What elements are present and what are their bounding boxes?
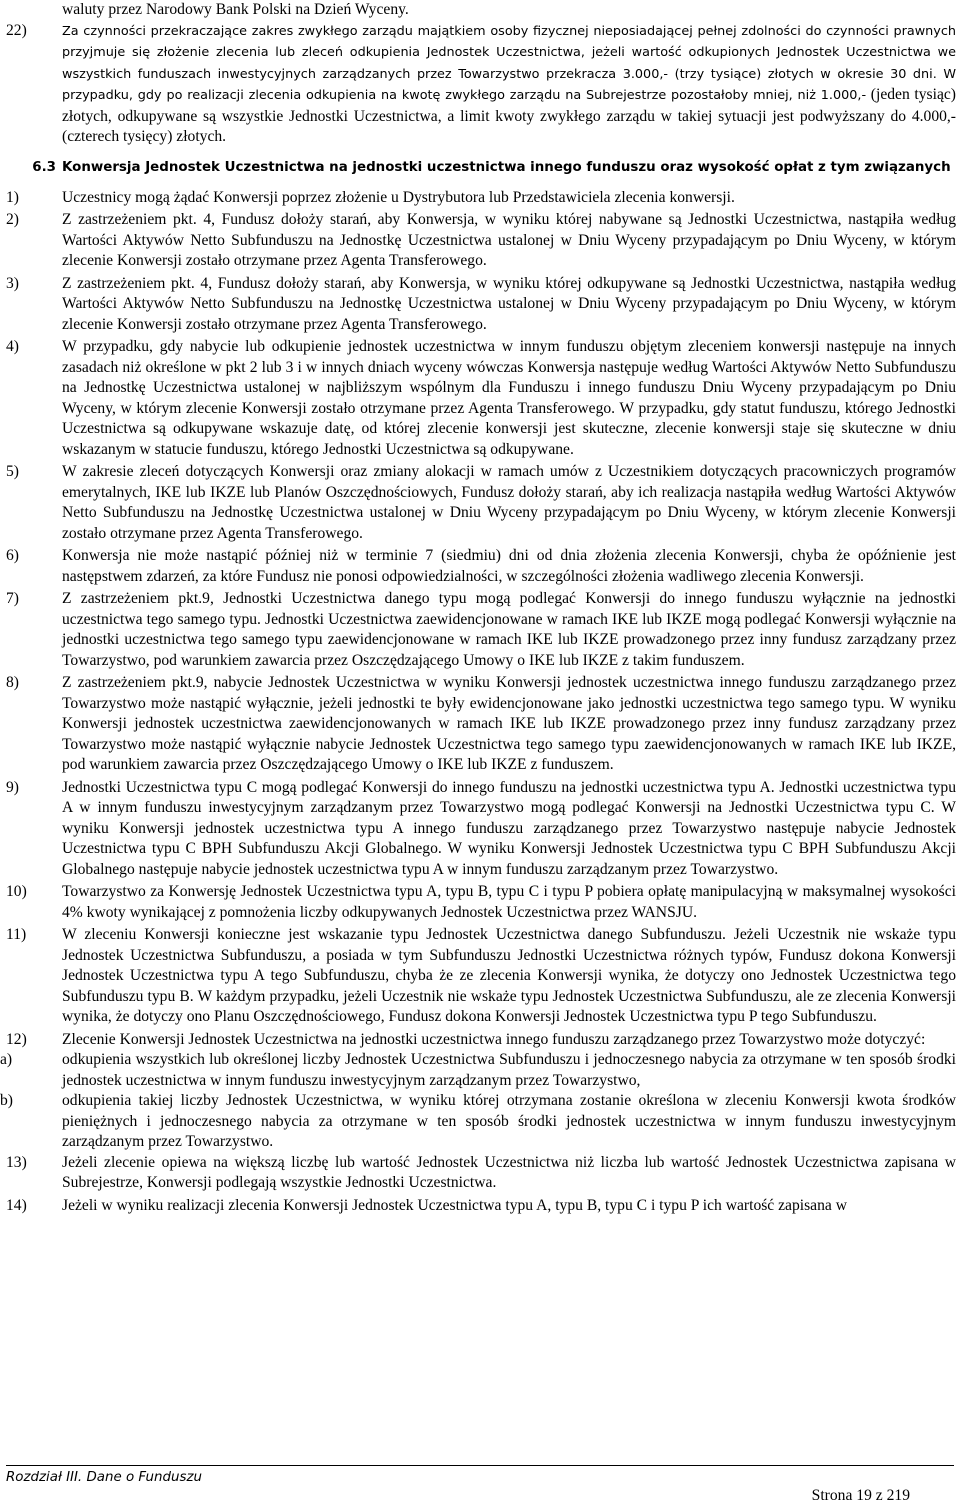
item-number: 2) <box>6 211 19 228</box>
item-number: 22) <box>6 21 27 39</box>
list-item <box>6 673 956 776</box>
item-number: 7) <box>6 590 19 607</box>
item-text: W zakresie zleceń dotyczących Konwersji oraz zmiany alokacji w ramach umów z Uczestnikiem dotyczących pracowniczych programów emerytalnych, IKE lub IKZE lub Planów Oszczędnościowych, Fundusz dołoży starań, aby ich realizacja nastąpiła według Wartości Aktywów Netto Subfunduszu na Jednostkę Uczestnictwa ustalonej w Dniu Wyceny przypadającym po Dniu Wyceny, w którym zlecenie Konwersji zostało otrzymane przez Agenta Transferowego. <box>62 463 956 542</box>
list-item <box>6 462 956 544</box>
item-number: a) <box>0 1051 13 1068</box>
list-item <box>6 589 956 671</box>
item-text: Towarzystwo za Konwersję Jednostek Uczestnictwa typu A, typu B, typu C i typu P pobiera opłatę manipulacyjną w maksymalnej wysokości 4% kwoty wynikającej z pomnożenia liczby odkupywanych Jednostek Uczestnictwa przez WANSJU. <box>62 883 956 921</box>
item-text-serif: (jeden tysiąc) złotych, odkupywane są wszystkie Jednostki Uczestnictwa, a limit kwoty zwykłego zarządu w takiej sytuacji jest podwyższany do 4.000,- (czterech tysięcy) złotych. <box>62 86 956 145</box>
list-item <box>6 546 956 587</box>
footer-divider <box>6 1465 954 1466</box>
letter-sublist <box>0 1050 956 1153</box>
item-text: W zleceniu Konwersji konieczne jest wskazanie typu Jednostek Uczestnictwa danego Subfunduszu. Jeżeli Uczestnik nie wskaże typu Jednostek Uczestnictwa Subfunduszu, a posiada w tym Subfunduszu Jednostki Uczestnictwa różnych typów, Fundusz dokona Konwersji Jednostek Uczestnictwa typu A tego Subfunduszu, chyba że ze zlecenia Konwersji wynika, że dotyczy ono Jednostek Uczestnictwa tego Subfunduszu typu B. W każdym przypadku, jeżeli Uczestnik nie wskaże typu Jednostek Uczestnictwa Subfunduszu, ale ze zlecenia Konwersji wynika, że dotyczy ono Planu Oszczędnościowego, Fundusz dokona Konwersji Jednostek Uczestnictwa typu P tego Subfunduszu. <box>62 926 956 1025</box>
list-item <box>6 1030 956 1051</box>
item-text: odkupienia wszystkich lub określonej liczby Jednostek Uczestnictwa Subfunduszu i jednoczesnego nabycia za otrzymane w ten sposób środki jednostek uczestnictwa w innym funduszu inwestycyjnym zarządzanym przez Towarzystwo, <box>62 1051 956 1089</box>
list-item <box>6 188 956 209</box>
item-text: Zlecenie Konwersji Jednostek Uczestnictwa na jednostki uczestnictwa innego funduszu zarządzanego przez Towarzystwo może dotyczyć: <box>62 1030 926 1048</box>
list-item <box>6 925 956 1028</box>
item-text: Z zastrzeżeniem pkt. 4, Fundusz dołoży starań, aby Konwersja, w wyniku której odkupywane są Jednostki Uczestnictwa, nastąpiła według Wartości Aktywów Netto Subfunduszu na Jednostkę Uczestnictwa ustalonej w Dniu Wyceny przypadającym po Dniu Wyceny, w którym zlecenie Konwersji zostało otrzymane przez Agenta Transferowego. <box>62 274 956 333</box>
list-item-22 <box>6 21 956 148</box>
list-item <box>6 1153 956 1194</box>
item-number: 14) <box>6 1196 27 1214</box>
item-text: Jeżeli w wyniku realizacji zlecenia Konwersji Jednostek Uczestnictwa typu A, typu B, typu C i typu P ich wartość zapisana w <box>62 1196 847 1214</box>
list-item <box>6 274 956 336</box>
list-item <box>6 210 956 272</box>
footer-chapter: Rozdział III. Dane o Funduszu <box>6 1470 203 1485</box>
conversion-list-tail <box>6 1153 956 1217</box>
item-number: 9) <box>6 778 19 796</box>
item-text: Jednostki Uczestnictwa typu C mogą podlegać Konwersji do innego funduszu na jednostki uczestnictwa typu A. Jednostki uczestnictwa typu A w innym funduszu inwestycyjnym zarządzanym przez Towarzystwo mogą podlegać Konwersji na Jednostki Uczestnictwa typu C. W wyniku Konwersji jednostek uczestnictwa typu A innego funduszu zarządzanego przez Towarzystwo następuje nabycie Jednostek Uczestnictwa typu C BPH Subfunduszu Akcji Globalnego. W wyniku Konwersji Jednostek Uczestnictwa typu C BPH Subfunduszu Akcji Globalnego następuje nabycie jednostek uczestnictwa typu A w innym funduszu zarządzanym przez Towarzystwo. <box>62 778 956 878</box>
item-number: 6) <box>6 547 19 564</box>
item-text: W przypadku, gdy nabycie lub odkupienie jednostek uczestnictwa w innym funduszu objętym zleceniem konwersji następuje na innych zasadach niż określone w pkt 2 lub 3 i w innych dniach wyceny wówczas Konwersja następuje według Wartości Aktywów Netto Subfunduszu na Jednostkę Uczestnictwa ustalonej w najbliższym wspólnym dla Funduszu i innego funduszu Dniu Wyceny przypadającym po Dniu Wyceny, w którym zlecenie Konwersji zostało otrzymane przez Agenta Transferowego. W przypadku, gdy statut funduszu, którego Jednostki Uczestnictwa są odkupywane wskazuje datę, od której zlecenie konwersji jest skuteczne, zlecenie konwersji staje się skuteczne w dniu wskazanym w statucie funduszu, którego Jednostki Uczestnictwa są odkupywane. <box>62 338 956 458</box>
section-title: Konwersja Jednostek Uczestnictwa na jednostki uczestnictwa innego funduszu oraz wysokość opłat z tym związanych <box>62 159 951 175</box>
continuation-line: waluty przez Narodowy Bank Polski na Dzień Wyceny. <box>62 1 409 18</box>
item-number: 1) <box>6 188 19 206</box>
item-text: Z zastrzeżeniem pkt.9, nabycie Jednostek Uczestnictwa w wyniku Konwersji jednostek uczestnictwa innego funduszu zarządzanego przez Towarzystwo może nastąpić wyłącznie, jeżeli jednostki te były ewidencjonowane jako jednostki uczestnictwa tego samego typu. W wyniku Konwersji jednostek uczestnictwa zaewidencjonowanych w ramach IKE lub IKZE prowadzonego przez inny fundusz zarządzany przez Towarzystwo może nastąpić wyłącznie nabycie Jednostek Uczestnictwa tego samego typu zaewidencjonowanych w ramach IKE lub IKZE, pod warunkiem zawarcia przez Oszczędzającego Umowy o IKE lub IKZE z funduszem. <box>62 674 956 773</box>
item-text: Z zastrzeżeniem pkt.9, Jednostki Uczestnictwa danego typu mogą podlegać Konwersji do innego funduszu wyłącznie na jednostki uczestnictwa tego samego typu. Jednostki Uczestnictwa zaewidencjonowane w ramach IKE lub IKZE mogą podlegać Konwersji wyłącznie na jednostki uczestnictwa tego samego typu zaewidencjonowane w ramach IKE lub IKZE prowadzonego przez inny fundusz zarządzany przez Towarzystwo, pod warunkiem zawarcia przez Oszczędzającego Umowy o IKE lub IKZE z takim funduszem. <box>62 590 956 669</box>
item-text: Uczestnicy mogą żądać Konwersji poprzez złożenie u Dystrybutora lub Przedstawiciela zlecenia konwersji. <box>62 188 735 206</box>
sub-list-item <box>0 1091 956 1153</box>
item-number: 5) <box>6 463 19 480</box>
list-item <box>6 337 956 460</box>
item-number: 4) <box>6 338 19 355</box>
footer-page-number: Strona 19 z 219 <box>811 1487 910 1504</box>
section-heading <box>6 158 956 178</box>
item-text-sans: Za czynności przekraczające zakres zwykłego zarządu majątkiem osoby fizycznej nieposiadającej pełnej zdolności do czynności prawnych przyjmuje się złożenie zlecenia lub zleceń odkupienia Jednostek Uczestnictwa, jeżeli wartość odkupionych Jednostek Uczestnictwa we wszystkich funduszach inwestycyjnych zarządzanych przez Towarzystwo przekracza 3.000,- (trzy tysiące) złotych w okresie 30 dni. W przypadku, gdy po realizacji zlecenia odkupienia na kwotę zwykłego zarządu na Subrejestrze pozostałoby mniej, niż 1.000,- <box>62 23 956 103</box>
item-number: 10) <box>6 883 27 900</box>
list-item <box>6 882 956 923</box>
conversion-list <box>6 188 956 1051</box>
item-number: 11) <box>6 926 27 943</box>
item-number: 12) <box>6 1030 27 1048</box>
item-text: Z zastrzeżeniem pkt. 4, Fundusz dołoży starań, aby Konwersja, w wyniku której nabywane są Jednostki Uczestnictwa, nastąpiła według Wartości Aktywów Netto Subfunduszu na Jednostkę Uczestnictwa ustalonej w Dniu Wyceny przypadającym po Dniu Wyceny, w którym zlecenie Konwersji zostało otrzymane przez Agenta Transferowego. <box>62 211 956 269</box>
item-number: 8) <box>6 674 19 691</box>
list-item <box>6 778 956 881</box>
item-text: odkupienia takiej liczby Jednostek Uczestnictwa, w wyniku której otrzymana zostanie określona w zleceniu Konwersji kwota środków pieniężnych i jednoczesnego nabycia za otrzymane w ten sposób środki jednostek uczestnictwa w innym funduszu inwestycyjnym zarządzanym przez Towarzystwo. <box>62 1092 956 1150</box>
item-number: b) <box>0 1092 13 1109</box>
item-text: Jeżeli zlecenie opiewa na większą liczbę lub wartość Jednostek Uczestnictwa niż liczba lub wartość Jednostek Uczestnictwa zapisana w Subrejestrze, Konwersji podlegają wszystkie Jednostki Uczestnictwa. <box>62 1153 956 1191</box>
sub-list-item <box>0 1050 956 1091</box>
item-number: 3) <box>6 274 19 292</box>
section-number: 6.3 <box>32 159 56 175</box>
item-number: 13) <box>6 1153 27 1171</box>
item-text: Konwersja nie może nastąpić później niż w terminie 7 (siedmiu) dni od dnia złożenia zlecenia Konwersji, chyba że opóźnienie jest następstwem zdarzeń, za które Fundusz nie ponosi odpowiedzialności, w szczególności złożenia wadliwego zlecenia Konwersji. <box>62 547 956 585</box>
list-item <box>6 1196 956 1217</box>
